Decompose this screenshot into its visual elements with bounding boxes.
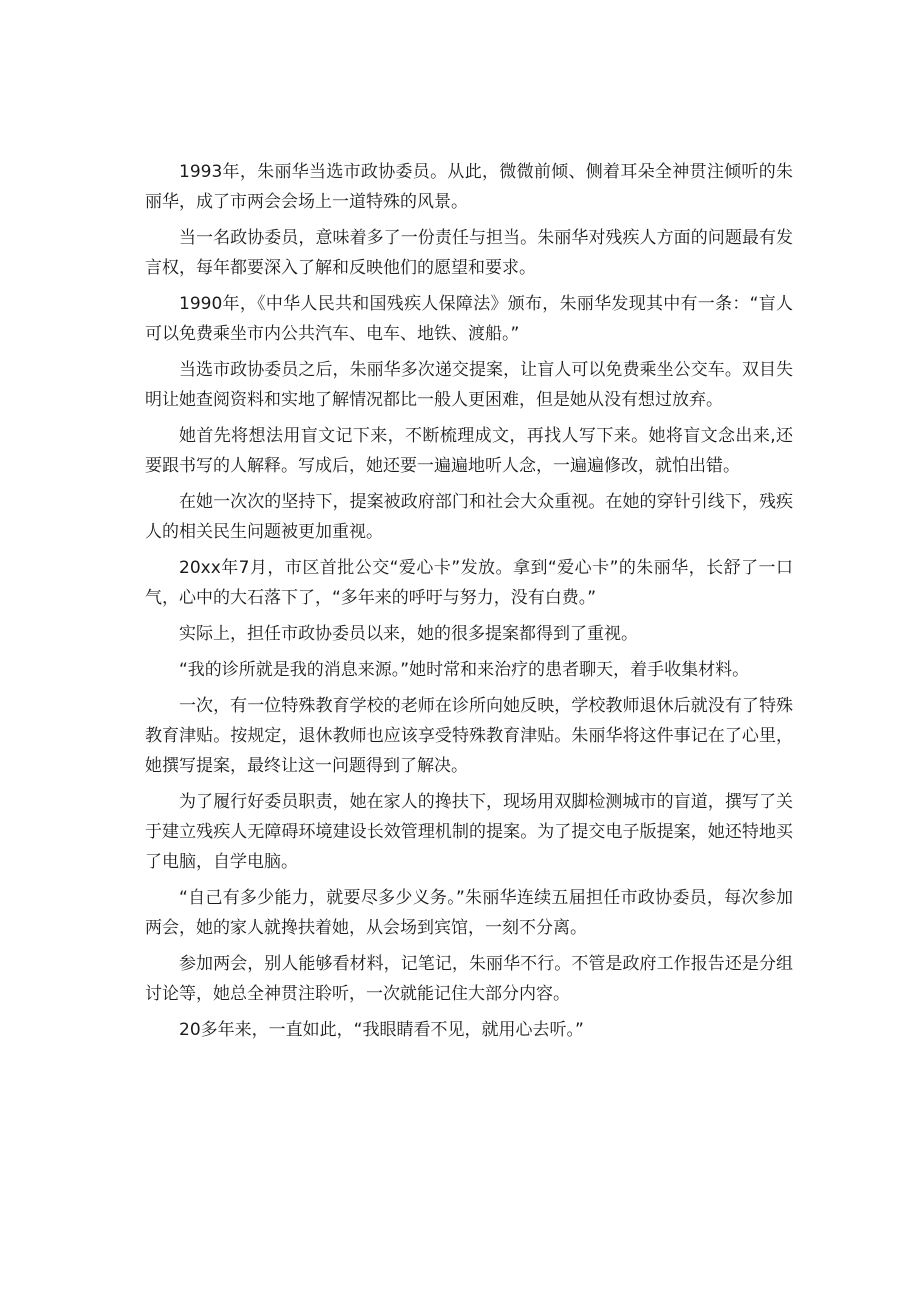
paragraph: 实际上，担任市政协委员以来，她的很多提案都得到了重视。 xyxy=(179,624,638,644)
paragraph: 当一名政协委员，意味着多了一份责任与担当。朱丽华对残疾人方面的问题最有发言权，每年都要深入了解和反映他们的愿望和要求。 xyxy=(145,228,793,278)
article-body xyxy=(145,157,793,1051)
paragraph: 20多年来，一直如此，“我眼睛看不见，就用心去听。” xyxy=(179,1020,584,1040)
paragraph: 她首先将想法用盲文记下来，不断梳理成文，再找人写下来。她将盲文念出来,还要跟书写的人解释。写成后，她还要一遍遍地听人念，一遍遍修改，就怕出错。 xyxy=(145,426,793,476)
paragraph: 1993年，朱丽华当选市政协委员。从此，微微前倾、侧着耳朵全神贯注倾听的朱丽华，成了市两会会场上一道特殊的风景。 xyxy=(145,162,793,212)
paragraph: 1990年，《中华人民共和国残疾人保障法》颁布，朱丽华发现其中有一条：“盲人可以免费乘坐市内公共汽车、电车、地铁、渡船。” xyxy=(145,294,793,344)
paragraph: “自己有多少能力，就要尽多少义务。”朱丽华连续五届担任市政协委员，每次参加两会，她的家人就搀扶着她，从会场到宾馆，一刻不分离。 xyxy=(145,888,793,938)
paragraph: 参加两会，别人能够看材料，记笔记，朱丽华不行。不管是政府工作报告还是分组讨论等，她总全神贯注聆听，一次就能记住大部分内容。 xyxy=(145,954,793,1004)
paragraph: “我的诊所就是我的消息来源。”她时常和来治疗的患者聊天，着手收集材料。 xyxy=(179,660,750,680)
paragraph: 一次，有一位特殊教育学校的老师在诊所向她反映，学校教师退休后就没有了特殊教育津贴。按规定，退休教师也应该享受特殊教育津贴。朱丽华将这件事记在了心里，她撰写提案，最终让这一问题得到了解决。 xyxy=(145,696,793,776)
paragraph: 20xx年7月，市区首批公交“爱心卡”发放。拿到“爱心卡”的朱丽华，长舒了一口气，心中的大石落下了，“多年来的呼吁与努力，没有白费。” xyxy=(145,558,793,608)
paragraph: 为了履行好委员职责，她在家人的搀扶下，现场用双脚检测城市的盲道，撰写了关于建立残疾人无障碍环境建设长效管理机制的提案。为了提交电子版提案，她还特地买了电脑，自学电脑。 xyxy=(145,792,793,872)
paragraph: 当选市政协委员之后，朱丽华多次递交提案，让盲人可以免费乘坐公交车。双目失明让她查阅资料和实地了解情况都比一般人更困难，但是她从没有想过放弃。 xyxy=(145,360,793,410)
paragraph: 在她一次次的坚持下，提案被政府部门和社会大众重视。在她的穿针引线下，残疾人的相关民生问题被更加重视。 xyxy=(145,492,793,542)
